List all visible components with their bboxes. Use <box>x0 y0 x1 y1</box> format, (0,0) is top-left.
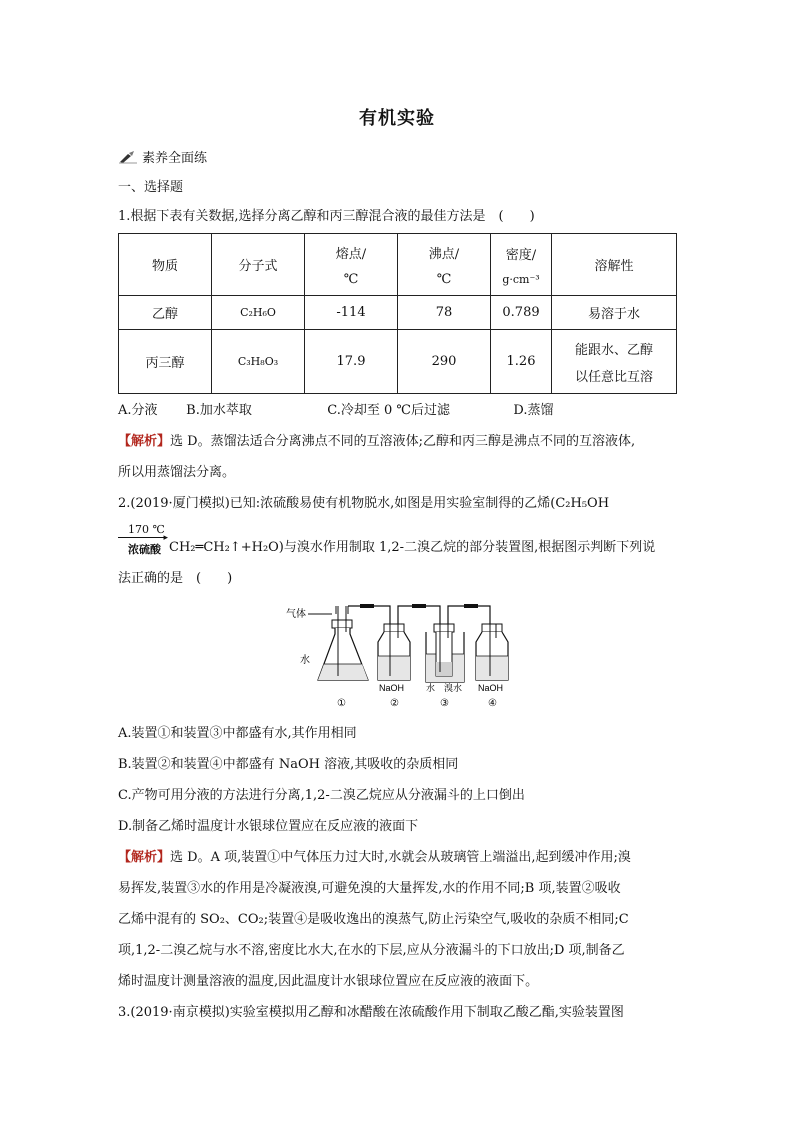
pencil-icon <box>118 150 138 164</box>
cell-text: 能跟水、乙醇 <box>574 342 653 358</box>
condition-catalyst: 浓硫酸 <box>128 543 161 556</box>
table-header: 物质 <box>119 234 212 296</box>
table-cell: 丙三醇 <box>119 330 212 394</box>
question-1-stem: 1.根据下表有关数据,选择分离乙醇和丙三醇混合液的最佳方法是 ( ) <box>118 209 535 224</box>
table-header <box>491 234 552 296</box>
table-cell: C₃H₈O₃ <box>212 330 305 394</box>
naoh-label-4: NaOH <box>478 683 504 693</box>
question-1-analysis <box>118 434 635 450</box>
table-cell: 易溶于水 <box>552 296 677 330</box>
analysis-text: 选 D。A 项,装置①中气体压力过大时,水就会从玻璃管上端溢出,起到缓冲作用;溴 <box>170 850 631 865</box>
question-2-stem-line1: 2.(2019·厦门模拟)已知:浓硫酸易使有机物脱水,如图是用实验室制得的乙烯(C₂H₅OH <box>118 496 610 511</box>
table-header <box>398 234 491 296</box>
question-2-option-a: A.装置①和装置③中都盛有水,其作用相同 <box>118 726 357 741</box>
table-row <box>119 330 677 394</box>
label-3: ③ <box>440 698 449 709</box>
analysis-line: 易挥发,装置③水的作用是冷凝液溴,可避免溴的大量挥发,水的作用不同;B 项,装置②吸收 <box>118 881 621 896</box>
table-row <box>119 296 677 330</box>
condition-temp: 170 ℃ <box>128 523 165 536</box>
label-2: ② <box>390 698 399 709</box>
section-heading: 一、选择题 <box>118 180 184 195</box>
question-2-stem-line3: 法正确的是 ( ) <box>118 571 233 586</box>
question-2-stem-line2: CH₂═CH₂↑+H₂O)与溴水作用制取 1,2-二溴乙烷的部分装置图,根据图示判断下列说 <box>169 540 656 555</box>
header-unit: ℃ <box>436 271 452 287</box>
header-unit: g·cm⁻³ <box>502 272 540 286</box>
analysis-line: 烯时温度计测量溶液的温度,因此温度计水银球位置应在反应液的液面下。 <box>118 974 539 989</box>
option-a: A.分液 <box>118 403 158 418</box>
header-text: 沸点/ <box>428 246 460 262</box>
header-unit: ℃ <box>343 271 359 287</box>
question-2-analysis <box>118 850 631 866</box>
table-cell: 0.789 <box>491 296 552 330</box>
question-2-option-b: B.装置②和装置④中都盛有 NaOH 溶液,其吸收的杂质相同 <box>118 757 459 772</box>
section-tag-label: 素养全面练 <box>142 151 208 166</box>
header-text: 熔点/ <box>335 246 367 262</box>
question-2-option-c: C.产物可用分液的方法进行分离,1,2-二溴乙烷应从分液漏斗的上口倒出 <box>118 788 525 803</box>
header-text: 密度/ <box>505 247 537 263</box>
table-header <box>305 234 398 296</box>
table-cell: -114 <box>305 296 398 330</box>
table-cell: 78 <box>398 296 491 330</box>
table-header-row <box>119 234 677 296</box>
conical-flask <box>318 606 368 680</box>
option-c: C.冷却至 0 ℃后过滤 <box>327 403 450 418</box>
question-1-analysis-cont: 所以用蒸馏法分离。 <box>118 465 236 480</box>
bromine-water-label: 溴水 <box>444 683 463 693</box>
condition-arrow-icon: ▸ <box>118 537 166 539</box>
label-1: ① <box>337 698 346 709</box>
analysis-label: 【解析】 <box>118 850 171 865</box>
table-header: 溶解性 <box>552 234 677 296</box>
option-b: B.加水萃取 <box>186 403 252 418</box>
gas-label: 气体 <box>286 609 306 620</box>
table-header: 分子式 <box>212 234 305 296</box>
table-cell: C₂H₆O <box>212 296 305 330</box>
water-label: 水 <box>300 655 310 666</box>
section-tag <box>118 147 207 166</box>
analysis-label: 【解析】 <box>118 434 171 449</box>
apparatus-figure <box>280 602 520 710</box>
label-4: ④ <box>488 698 497 709</box>
water-label-3: 水 <box>426 683 436 693</box>
table-cell: 乙醇 <box>119 296 212 330</box>
question-3-stem: 3.(2019·南京模拟)实验室模拟用乙醇和冰醋酸在浓硫酸作用下制取乙酸乙酯,实验装置图 <box>118 1005 624 1020</box>
naoh-label-2: NaOH <box>379 683 405 693</box>
beaker-3 <box>426 624 464 682</box>
page-title: 有机实验 <box>359 108 435 129</box>
analysis-text: 选 D。蒸馏法适合分离沸点不同的互溶液体;乙醇和丙三醇是沸点不同的互溶液体, <box>170 434 636 449</box>
cell-text: 以任意比互溶 <box>574 369 653 385</box>
analysis-line: 乙烯中混有的 SO₂、CO₂;装置④是吸收逸出的溴蒸气,防止污染空气,吸收的杂质不相同;C <box>118 912 629 927</box>
table-cell: 17.9 <box>305 330 398 394</box>
wash-bottle-2 <box>378 624 410 680</box>
question-2-option-d: D.制备乙烯时温度计水银球位置应在反应液的液面下 <box>118 819 419 834</box>
table-cell: 1.26 <box>491 330 552 394</box>
analysis-line: 项,1,2-二溴乙烷与水不溶,密度比水大,在水的下层,应从分液漏斗的下口放出;D 项,制备乙 <box>118 943 625 958</box>
table-cell: 290 <box>398 330 491 394</box>
properties-table <box>118 233 677 394</box>
table-cell <box>552 330 677 394</box>
option-d: D.蒸馏 <box>513 403 554 418</box>
question-1-options <box>118 403 554 419</box>
wash-bottle-4 <box>476 624 508 680</box>
reaction-condition <box>118 523 166 557</box>
